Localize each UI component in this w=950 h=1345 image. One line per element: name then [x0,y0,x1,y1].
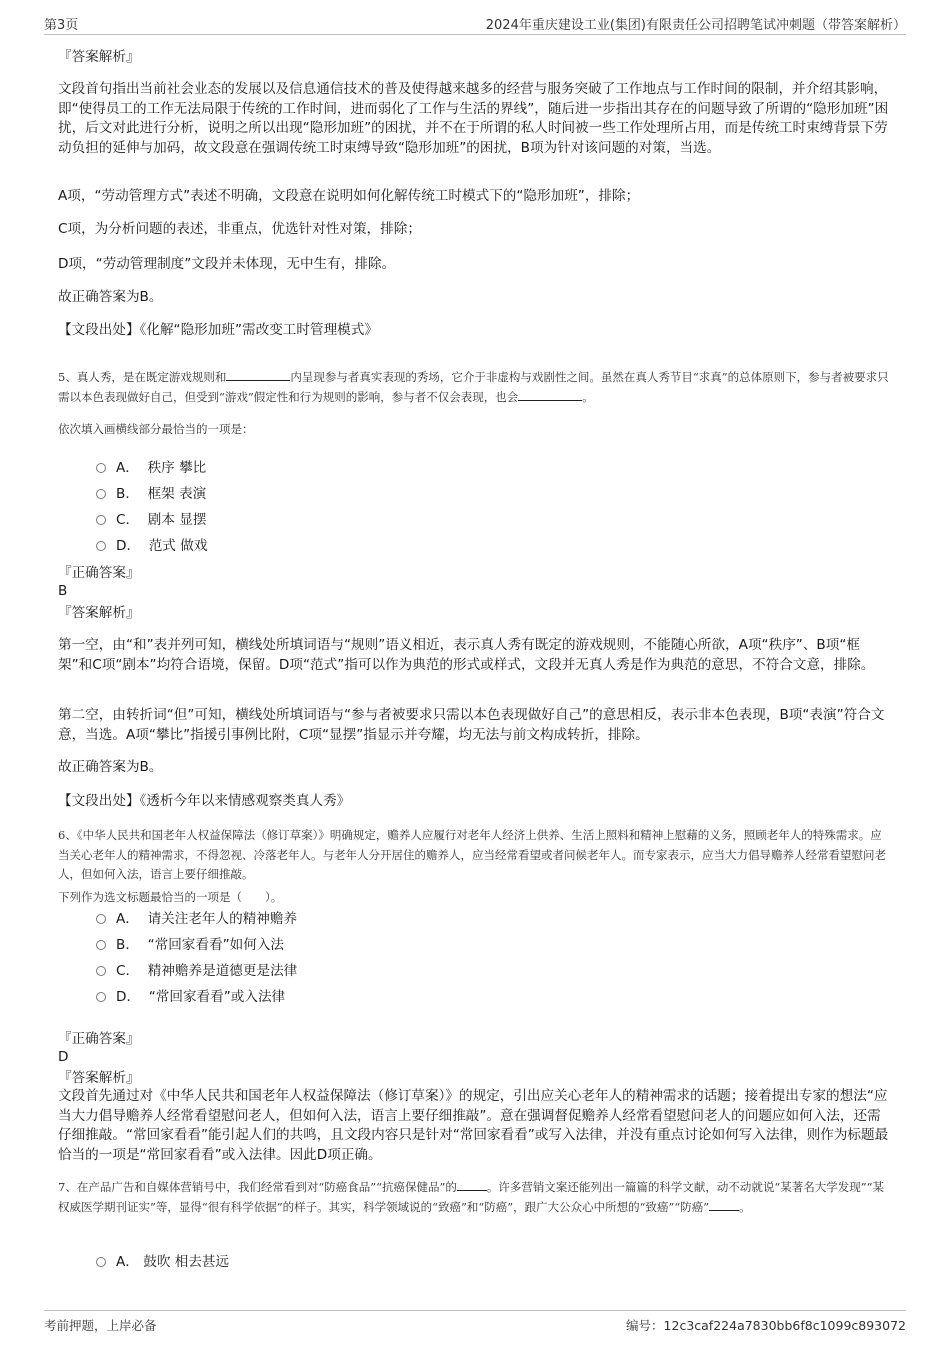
option-text: 鼓吹 相去甚远 [143,1254,230,1270]
q4-analysis-label: 『答案解析』 [58,49,140,65]
q4-conclusion: 故正确答案为B。 [58,289,163,305]
radio-icon[interactable] [96,966,106,976]
q5-stem-part2: 内呈现参与者真实表现的秀场，它介于非虚构与戏剧性之间。虽然在真人秀节目“求真”的总体原则下，参与者被要求只需以本色表现做好自己，但受到“游戏”假定性和行为规则的影响，参与者不仅会表现，也会 [58,370,889,404]
code-label: 编号： [626,1318,664,1333]
radio-icon[interactable] [96,992,106,1002]
q4-option-d-note: D项，“劳动管理制度”文段并未体现，无中生有，排除。 [58,256,396,272]
option-letter: B． [116,937,139,953]
option-text: 精神赡养是道德更是法律 [147,963,298,979]
q5-analysis-para2: 第二空，由转折词“但”可知，横线处所填词语与“参与者被要求只需以本色表现做好自己”的意思相反，表示非本色表现，B项“表演”符合文意，当选。A项“攀比”指援引事例比附，C项“显摆”指显示并夸耀，均无法与前文构成转折，排除。 [58,707,885,743]
option-text: 范式 做戏 [148,538,208,554]
page-footer [44,1310,906,1333]
radio-icon[interactable] [96,914,106,924]
radio-icon[interactable] [96,541,106,551]
option-letter: A． [116,1254,139,1270]
q5-stem-part3: 。 [582,389,594,404]
q5-blank-1 [226,369,290,381]
option-letter: A． [116,460,139,476]
q7-blank-1 [457,1179,487,1191]
q5-option-b[interactable] [96,484,206,504]
q5-source: 【文段出处】《透析今年以来情感观察类真人秀》 [58,793,351,809]
radio-icon[interactable] [96,940,106,950]
option-letter: D． [116,538,141,554]
q6-analysis-label: 『答案解析』 [58,1070,140,1086]
q5-stem [58,368,892,407]
option-text: 剧本 显摆 [147,512,207,528]
option-text: “常回家看看”如何入法 [147,937,285,953]
q6-prompt: 下列作为选文标题最恰当的一项是（ ）。 [58,890,283,904]
option-letter: C． [116,512,140,528]
option-text: 框架 表演 [147,486,207,502]
q7-stem-part2: 。许多营销文案还能列出一篇篇的科学文献，动不动就说“某著名大学发现”“某权威医学期刊证实”等，显得“很有科学依据”的样子。其实，科学领域说的“致癌”和“防癌”，跟广大公众心中所想的“致癌”“防癌” [58,1180,884,1214]
option-letter: D． [116,989,141,1005]
q5-option-a[interactable] [96,458,206,478]
q5-prompt: 依次填入画横线部分最恰当的一项是： [58,422,254,436]
q5-option-c[interactable] [96,510,206,530]
option-text: 秩序 攀比 [147,460,207,476]
option-text: 请关注老年人的精神赡养 [147,911,298,927]
option-letter: C． [116,963,140,979]
q6-stem: 6、《中华人民共和国老年人权益保障法（修订草案）》明确规定，赡养人应履行对老年人经济上供养、生活上照料和精神上慰藉的义务，照顾老年人的特殊需求。应当关心老年人的精神需求，不得忽视、冷落老年人。与老年人分开居住的赡养人，应当经常看望或者问候老年人。而专家表示，应当大力倡导赡养人经常看望慰问老人，但如何入法，语言上要仔细推敲。 [58,828,886,881]
document-code [626,1316,906,1334]
q4-option-a-note: A项，“劳动管理方式”表述不明确，文段意在说明如何化解传统工时模式下的“隐形加班”，排除； [58,188,640,204]
radio-icon[interactable] [96,489,106,499]
radio-icon[interactable] [96,463,106,473]
q5-option-d[interactable] [96,536,207,556]
footer-slogan: 考前押题，上岸必备 [44,1318,157,1333]
q6-option-c[interactable] [96,961,297,981]
option-letter: B． [116,486,139,502]
q6-answer: D [58,1049,69,1065]
q4-source: 【文段出处】《化解“隐形加班”需改变工时管理模式》 [58,322,378,338]
q7-stem-part3: 。 [739,1199,751,1214]
option-text: “常回家看看”或入法律 [148,989,286,1005]
option-letter: A． [116,911,139,927]
q6-option-d[interactable] [96,987,285,1007]
page-number: 第3页 [44,18,79,33]
q5-conclusion: 故正确答案为B。 [58,759,163,775]
q5-answer: B [58,583,68,599]
q5-blank-2 [518,389,582,401]
document-title: 2024年重庆建设工业(集团)有限责任公司招聘笔试冲刺题（带答案解析） [485,18,906,33]
q7-stem-part1: 7、在产品广告和自媒体营销号中，我们经常看到对“防癌食品”“抗癌保健品”的 [58,1180,457,1194]
q6-option-a[interactable] [96,909,297,929]
q7-blank-2 [709,1199,739,1211]
q6-analysis: 文段首先通过对《中华人民共和国老年人权益保障法（修订草案）》的规定，引出应关心老年人的精神需求的话题；接着提出专家的想法“应当大力倡导赡养人经常看望慰问老人，但如何入法，语言上要仔细推敲”。意在强调督促赡养人经常看望慰问老人的问题应如何入法，还需仔细推敲。“常回家看看”能引起人们的共鸣，且文段内容只是针对“常回家看看”或写入法律，并没有重点讨论如何写入法律，则作为标题最恰当的一项是“常回家看看”或入法律。因此D项正确。 [58,1088,889,1163]
q5-stem-part1: 5、真人秀，是在既定游戏规则和 [58,370,227,384]
page-header [44,10,906,35]
q5-analysis-label: 『答案解析』 [58,605,140,621]
q7-stem [58,1178,892,1217]
q4-option-c-note: C项，为分析问题的表述，非重点，优选针对性对策，排除； [58,221,421,237]
q4-analysis-para: 文段首句指出当前社会业态的发展以及信息通信技术的普及使得越来越多的经营与服务突破了工作地点与工作时间的限制，并介绍其影响，即“使得员工的工作无法局限于传统的工作时间，进而弱化了工作与生活的界线”，随后进一步指出其存在的问题导致了所谓的“隐形加班”困扰，后文对此进行分析，说明之所以出现“隐形加班”的困扰，并不在于所谓的私人时间被一些工作处理所占用，而是传统工时束缚背景下劳动负担的延伸与加码，故文段意在强调传统工时束缚导致“隐形加班”的困扰，B项为针对该问题的对策，当选。 [58,81,889,156]
radio-icon[interactable] [96,515,106,525]
q5-analysis-para1: 第一空，由“和”表并列可知，横线处所填词语与“规则”语义相近，表示真人秀有既定的游戏规则，不能随心所欲，A项“秩序”、B项“框架”和C项“剧本”均符合语境，保留。D项“范式”指可以作为典范的形式或样式，文段并无真人秀是作为典范的意思，不符合文意，排除。 [58,637,875,673]
q5-answer-label: 『正确答案』 [58,565,140,581]
radio-icon[interactable] [96,1257,106,1267]
q7-option-a[interactable] [96,1252,229,1272]
q6-option-b[interactable] [96,935,284,955]
code-value: 12c3caf224a7830bb6f8c1099c893072 [663,1318,906,1333]
q6-answer-label: 『正确答案』 [58,1031,140,1047]
